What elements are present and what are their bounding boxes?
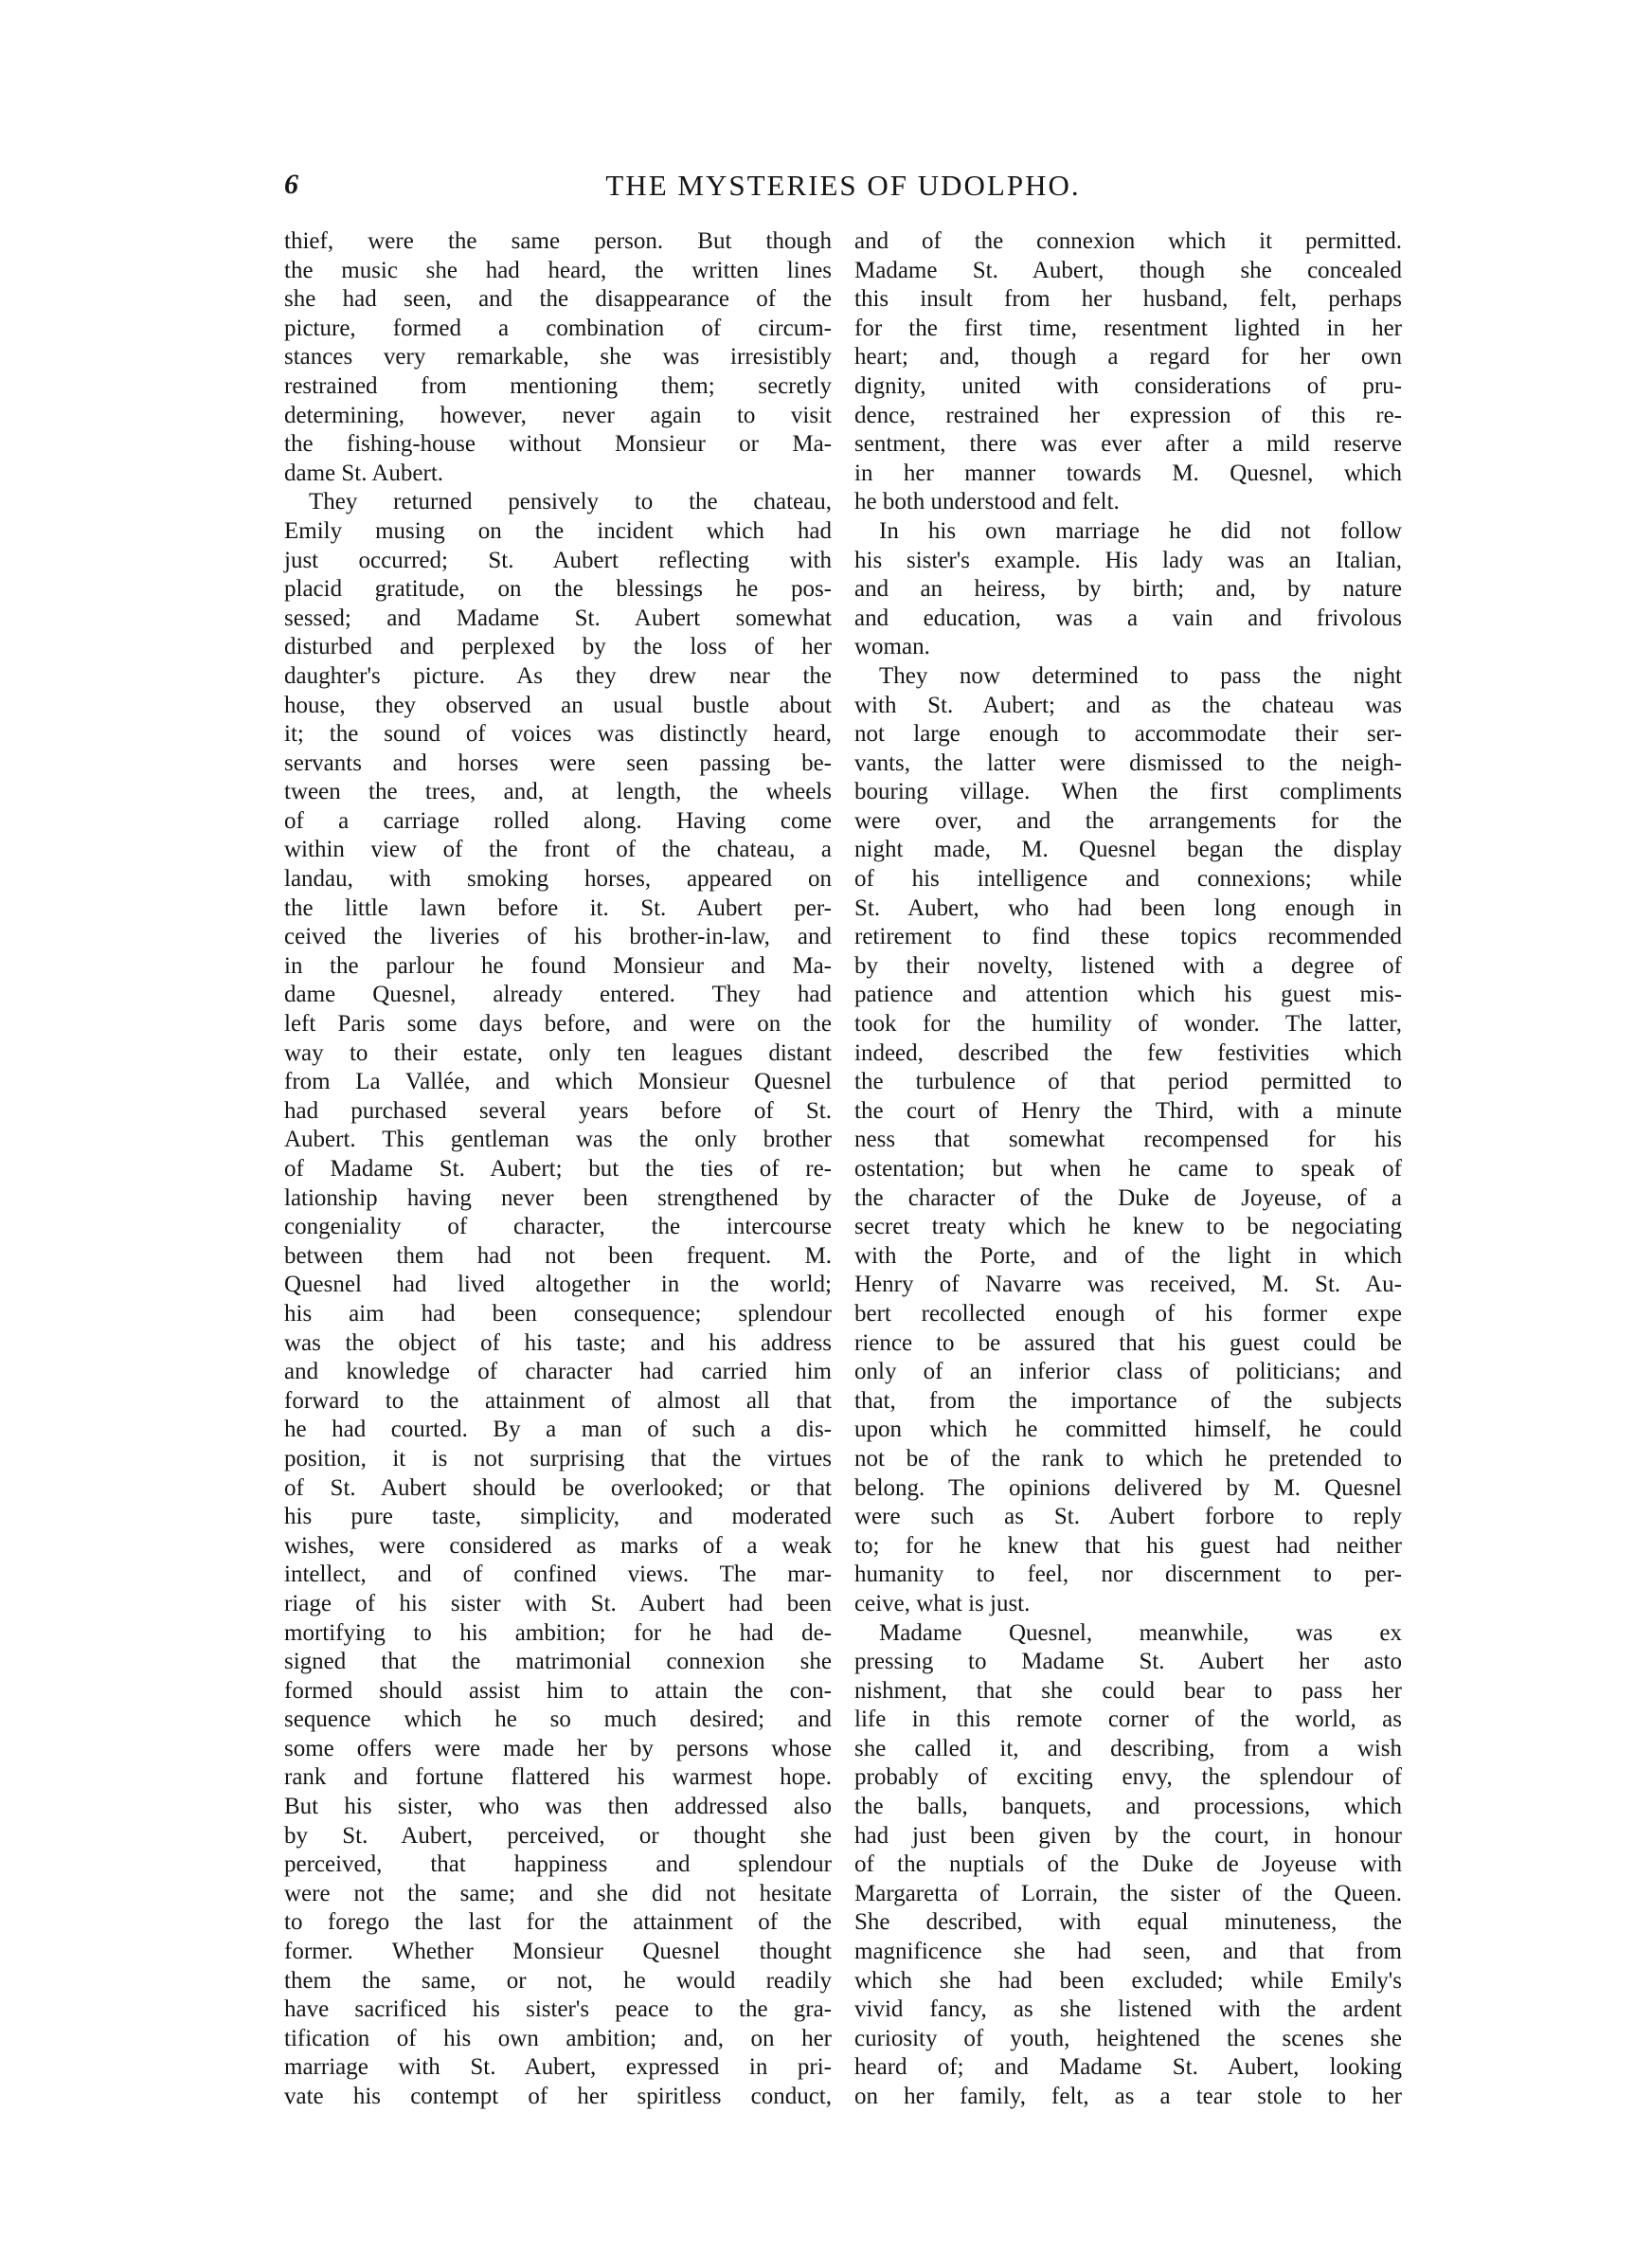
text-line: the turbulence of that period permitted to xyxy=(854,1069,1402,1095)
text-line: woman. xyxy=(854,634,930,660)
text-line: signed that the matrimonial connexion she xyxy=(284,1649,832,1675)
page-number: 6 xyxy=(284,169,298,200)
text-line: restrained from mentioning them; secretly xyxy=(284,372,832,399)
text-line: just occurred; St. Aubert reflecting with xyxy=(284,547,832,573)
text-line: nishment, that she could bear to pass her xyxy=(854,1677,1402,1704)
text-line: he had courted. By a man of such a dis- xyxy=(284,1417,832,1443)
text-line: life in this remote corner of the world, as xyxy=(854,1706,1402,1733)
text-line: Aubert. This gentleman was the only brother xyxy=(284,1127,832,1153)
text-line: ceive, what is just. xyxy=(854,1590,1031,1616)
text-line: from La Vallée, and which Monsieur Quesnel xyxy=(284,1069,832,1095)
text-line: to forego the last for the attainment of the xyxy=(284,1909,832,1936)
text-line: dignity, united with considerations of pru- xyxy=(854,372,1402,399)
text-line: vate his contempt of her spiritless conduct, xyxy=(284,2084,832,2109)
text-line: lationship having never been strengthened by xyxy=(284,1184,832,1211)
text-line: and knowledge of character had carried him xyxy=(284,1359,832,1385)
text-line: forward to the attainment of almost all that xyxy=(284,1387,832,1414)
text-line: heard of; and Madame St. Aubert, looking xyxy=(854,2054,1402,2081)
text-line: she had seen, and the disappearance of the xyxy=(284,286,832,313)
text-line: his sister's example. His lady was an Italian, xyxy=(854,547,1402,573)
text-line: bouring village. When the first compliments xyxy=(854,779,1402,805)
text-line: had just been given by the court, in honour xyxy=(854,1822,1402,1849)
page-header xyxy=(284,169,1402,207)
text-line: But his sister, who was then addressed also xyxy=(284,1794,832,1820)
text-line: upon which he committed himself, he could xyxy=(854,1417,1402,1443)
text-line: formed should assist him to attain the con- xyxy=(284,1677,832,1704)
text-line: she called it, and describing, from a wish xyxy=(854,1735,1402,1761)
text-line: heart; and, though a regard for her own xyxy=(854,344,1402,370)
text-line: by their novelty, listened with a degree of xyxy=(854,952,1402,979)
text-line: disturbed and perplexed by the loss of her xyxy=(284,634,832,660)
text-line: They now determined to pass the night xyxy=(879,662,1402,689)
text-line: patience and attention which his guest mis- xyxy=(854,982,1402,1008)
text-line: congeniality of character, the intercourse xyxy=(284,1214,832,1240)
text-line: by St. Aubert, perceived, or thought she xyxy=(284,1822,832,1849)
text-line: it; the sound of voices was distinctly heard, xyxy=(284,721,832,748)
text-line: pressing to Madame St. Aubert her asto xyxy=(854,1649,1402,1675)
text-line: picture, formed a combination of circum- xyxy=(284,315,832,341)
text-line: on her family, felt, as a tear stole to her xyxy=(854,2084,1402,2109)
text-line: sequence which he so much desired; and xyxy=(284,1706,832,1733)
text-line: the court of Henry the Third, with a minute xyxy=(854,1097,1402,1124)
text-line: with St. Aubert; and as the chateau was xyxy=(854,692,1402,718)
text-line: was the object of his taste; and his address xyxy=(284,1329,832,1356)
text-line: St. Aubert, who had been long enough in xyxy=(854,894,1402,921)
text-line: stances very remarkable, she was irresistibly xyxy=(284,344,832,370)
text-line: not be of the rank to which he pretended to xyxy=(854,1445,1402,1472)
text-line: and of the connexion which it permitted. xyxy=(854,228,1402,254)
text-line: in the parlour he found Monsieur and Ma- xyxy=(284,952,832,979)
text-line: riage of his sister with St. Aubert had been xyxy=(284,1590,832,1616)
text-line: were such as St. Aubert forbore to reply xyxy=(854,1504,1402,1530)
text-line: his aim had been consequence; splendour xyxy=(284,1300,832,1327)
text-line: perceived, that happiness and splendour xyxy=(284,1851,832,1878)
text-line: mortifying to his ambition; for he had de- xyxy=(284,1619,832,1646)
text-line: house, they observed an usual bustle about xyxy=(284,692,832,718)
text-line: ness that somewhat recompensed for his xyxy=(854,1127,1402,1153)
text-line: were not the same; and she did not hesitate xyxy=(284,1880,832,1906)
text-line: dame Quesnel, already entered. They had xyxy=(284,982,832,1008)
text-line: magnificence she had seen, and that from xyxy=(854,1939,1402,1965)
text-line: the fishing-house without Monsieur or Ma- xyxy=(284,431,832,458)
text-line: and education, was a vain and frivolous xyxy=(854,605,1402,631)
text-line: were over, and the arrangements for the xyxy=(854,807,1402,834)
text-line: curiosity of youth, heightened the scenes she xyxy=(854,2025,1402,2051)
text-line: servants and horses were seen passing be- xyxy=(284,749,832,776)
text-line: secret treaty which he knew to be negociating xyxy=(854,1214,1402,1240)
text-line: former. Whether Monsieur Quesnel thought xyxy=(284,1939,832,1965)
text-line: took for the humility of wonder. The latter, xyxy=(854,1011,1402,1038)
text-line: Quesnel had lived altogether in the world; xyxy=(284,1272,832,1298)
text-line: ostentation; but when he came to speak of xyxy=(854,1156,1402,1182)
text-line: landau, with smoking horses, appeared on xyxy=(284,866,832,893)
text-line: his pure taste, simplicity, and moderated xyxy=(284,1504,832,1530)
text-line: to; for he knew that his guest had neither xyxy=(854,1532,1402,1559)
text-line: wishes, were considered as marks of a weak xyxy=(284,1532,832,1559)
text-line: sessed; and Madame St. Aubert somewhat xyxy=(284,605,832,631)
text-line: of a carriage rolled along. Having come xyxy=(284,807,832,834)
text-line: retirement to find these topics recommended xyxy=(854,924,1402,950)
text-line: this insult from her husband, felt, perhaps xyxy=(854,286,1402,313)
text-line: Henry of Navarre was received, M. St. Au- xyxy=(854,1272,1402,1298)
text-line: within view of the front of the chateau, a xyxy=(284,837,832,863)
left-text-column xyxy=(284,227,832,2112)
text-line: placid gratitude, on the blessings he pos- xyxy=(284,576,832,603)
text-line: They returned pensively to the chateau, xyxy=(309,489,832,515)
text-line: position, it is not surprising that the virtues xyxy=(284,1445,832,1472)
text-line: intellect, and of confined views. The mar- xyxy=(284,1562,832,1588)
text-line: way to their estate, only ten leagues distant xyxy=(284,1039,832,1066)
right-text-column xyxy=(854,227,1402,2112)
text-line: In his own marriage he did not follow xyxy=(879,517,1402,544)
text-line: only of an inferior class of politicians; and xyxy=(854,1359,1402,1385)
text-line: the balls, banquets, and processions, which xyxy=(854,1794,1402,1820)
text-line: Emily musing on the incident which had xyxy=(284,517,832,544)
running-title: THE MYSTERIES OF UDOLPHO. xyxy=(605,169,1081,202)
text-line: rank and fortune flattered his warmest hope. xyxy=(284,1764,832,1791)
text-line: of the nuptials of the Duke de Joyeuse with xyxy=(854,1851,1402,1878)
text-line: Madame St. Aubert, though she concealed xyxy=(854,257,1402,283)
text-line: for the first time, resentment lighted in her xyxy=(854,315,1402,341)
text-line: tification of his own ambition; and, on her xyxy=(284,2025,832,2051)
text-line: determining, however, never again to visit xyxy=(284,402,832,428)
text-line: he both understood and felt. xyxy=(854,489,1120,515)
text-line: them the same, or not, he would readily xyxy=(284,1967,832,1994)
text-line: night made, M. Quesnel began the display xyxy=(854,837,1402,863)
text-line: bert recollected enough of his former expe xyxy=(854,1300,1402,1327)
text-line: of his intelligence and connexions; while xyxy=(854,866,1402,893)
text-line: left Paris some days before, and were on the xyxy=(284,1011,832,1038)
text-line: had purchased several years before of St. xyxy=(284,1097,832,1124)
text-line: which she had been excluded; while Emily's xyxy=(854,1967,1402,1994)
text-line: have sacrificed his sister's peace to the gra- xyxy=(284,1996,832,2023)
text-line: of Madame St. Aubert; but the ties of re- xyxy=(284,1156,832,1182)
text-line: the little lawn before it. St. Aubert per- xyxy=(284,894,832,921)
text-line: with the Porte, and of the light in which xyxy=(854,1242,1402,1269)
text-line: of St. Aubert should be overlooked; or that xyxy=(284,1474,832,1501)
text-line: in her manner towards M. Quesnel, which xyxy=(854,460,1402,486)
text-line: vivid fancy, as she listened with the ardent xyxy=(854,1996,1402,2023)
text-line: indeed, described the few festivities which xyxy=(854,1039,1402,1066)
text-line: the character of the Duke de Joyeuse, of a xyxy=(854,1184,1402,1211)
text-line: between them had not been frequent. M. xyxy=(284,1242,832,1269)
text-line: that, from the importance of the subjects xyxy=(854,1387,1402,1414)
text-line: marriage with St. Aubert, expressed in pri- xyxy=(284,2054,832,2081)
text-line: belong. The opinions delivered by M. Quesnel xyxy=(854,1474,1402,1501)
text-line: the music she had heard, the written lines xyxy=(284,257,832,283)
text-line: rience to be assured that his guest could be xyxy=(854,1329,1402,1356)
text-line: thief, were the same person. But though xyxy=(284,228,832,254)
text-line: dence, restrained her expression of this re- xyxy=(854,402,1402,428)
text-line: probably of exciting envy, the splendour of xyxy=(854,1764,1402,1791)
text-line: Madame Quesnel, meanwhile, was ex xyxy=(879,1619,1402,1646)
text-line: tween the trees, and, at length, the wheels xyxy=(284,779,832,805)
text-line: dame St. Aubert. xyxy=(284,460,444,486)
text-line: Margaretta of Lorrain, the sister of the Queen. xyxy=(854,1880,1402,1906)
text-line: humanity to feel, nor discernment to per- xyxy=(854,1562,1402,1588)
text-line: some offers were made her by persons whose xyxy=(284,1735,832,1761)
text-line: sentment, there was ever after a mild reserve xyxy=(854,431,1402,458)
text-line: and an heiress, by birth; and, by nature xyxy=(854,576,1402,603)
text-line: vants, the latter were dismissed to the neigh- xyxy=(854,749,1402,776)
text-line: daughter's picture. As they drew near the xyxy=(284,662,832,689)
text-line: ceived the liveries of his brother-in-law, and xyxy=(284,924,832,950)
text-line: not large enough to accommodate their ser- xyxy=(854,721,1402,748)
text-line: She described, with equal minuteness, the xyxy=(854,1909,1402,1936)
